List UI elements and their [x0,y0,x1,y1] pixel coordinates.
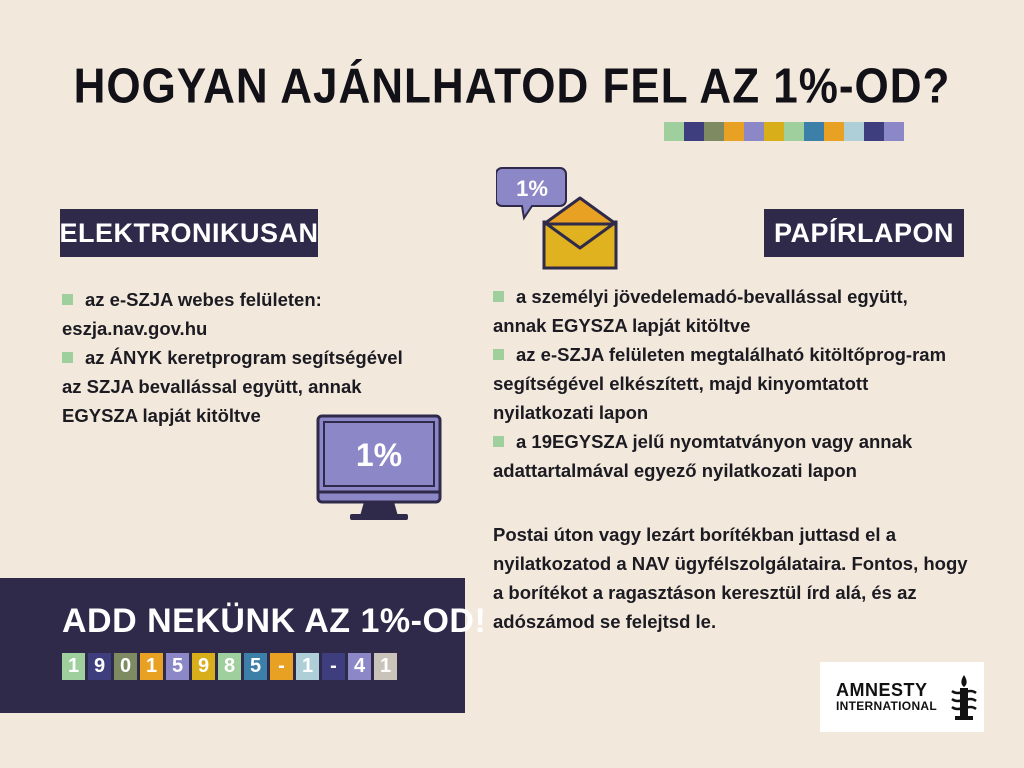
stripe-segment [764,122,784,141]
stripe-segment [804,122,824,141]
bullet-square-icon [493,436,504,447]
bullet-square-icon [62,352,73,363]
tax-number-digit: 1 [296,653,319,680]
tax-number-digit: 9 [88,653,111,680]
tax-number-digit: 1 [62,653,85,680]
tax-number-digit: 5 [244,653,267,680]
stripe-segment [784,122,804,141]
stripe-segment [744,122,764,141]
electronic-item-rest: eszja.nav.gov.hu [62,318,208,339]
tax-number-digit: 8 [218,653,241,680]
logo-line2: INTERNATIONAL [836,699,938,714]
stripe-segment [664,122,684,141]
page-title: HOGYAN AJÁNLHATOD FEL AZ 1%-OD? [73,59,951,114]
electronic-list [62,285,432,430]
paper-list [493,282,963,485]
electronic-item [62,285,432,343]
bullet-square-icon [493,349,504,360]
electronic-item-line1: az ÁNYK keretprogram segítségével [85,347,403,368]
stripe-segment [844,122,864,141]
electronic-item-rest: az SZJA bevallással együtt, annak EGYSZA lapját kitöltve [62,376,362,426]
paper-item-text: a személyi jövedelemadó-bevallással együtt, annak EGYSZA lapját kitöltve [493,286,908,336]
paper-item [493,427,963,485]
envelope-percent-text: 1% [516,176,548,201]
title-color-stripe [664,122,904,141]
bullet-square-icon [493,291,504,302]
paper-item-text: a 19EGYSZA jelű nyomtatványon vagy annak adattartalmával egyező nyilatkozati lapon [493,431,913,481]
tax-number-digit: 9 [192,653,215,680]
tax-number-digit: 0 [114,653,137,680]
donation-title: ADD NEKÜNK AZ 1%-OD! [62,602,487,640]
electronic-label: ELEKTRONIKUSAN [60,209,318,257]
tax-number-digit: - [322,653,345,680]
postal-note: Postai úton vagy lezárt borítékban juttasd el a nyilatkozatod a NAV ügyfélszolgálataira. Fontos, hogy a borítékot a ragasztáson keresztül írd alá, és az adószámod se felejtsd le. [493,524,968,632]
envelope-icon [496,162,626,274]
electronic-item-line1: az e-SZJA webes felületen: [85,289,322,310]
monitor-percent-text: 1% [355,437,403,473]
tax-number-digit: 1 [374,653,397,680]
monitor-icon [316,414,442,524]
bullet-square-icon [62,294,73,305]
amnesty-logo [820,662,984,732]
donation-panel [0,578,487,713]
paper-item [493,282,963,340]
paper-item-text: az e-SZJA felületen megtalálható kitöltőprog-ram segítségével elkészített, majd kinyomtatott nyilatkozati lapon [493,344,947,423]
stripe-segment [704,122,724,141]
stripe-segment [684,122,704,141]
stripe-segment [864,122,884,141]
stripe-segment [884,122,904,141]
paper-item [493,340,963,427]
stripe-segment [824,122,844,141]
stripe-segment [724,122,744,141]
tax-number-digit: 1 [140,653,163,680]
tax-number [62,653,400,680]
tax-number-digit: 5 [166,653,189,680]
candle-barbed-wire-icon [949,673,979,721]
logo-line1: AMNESTY [836,679,928,700]
tax-number-digit: 4 [348,653,371,680]
paper-label: PAPÍRLAPON [764,209,964,257]
tax-number-digit: - [270,653,293,680]
